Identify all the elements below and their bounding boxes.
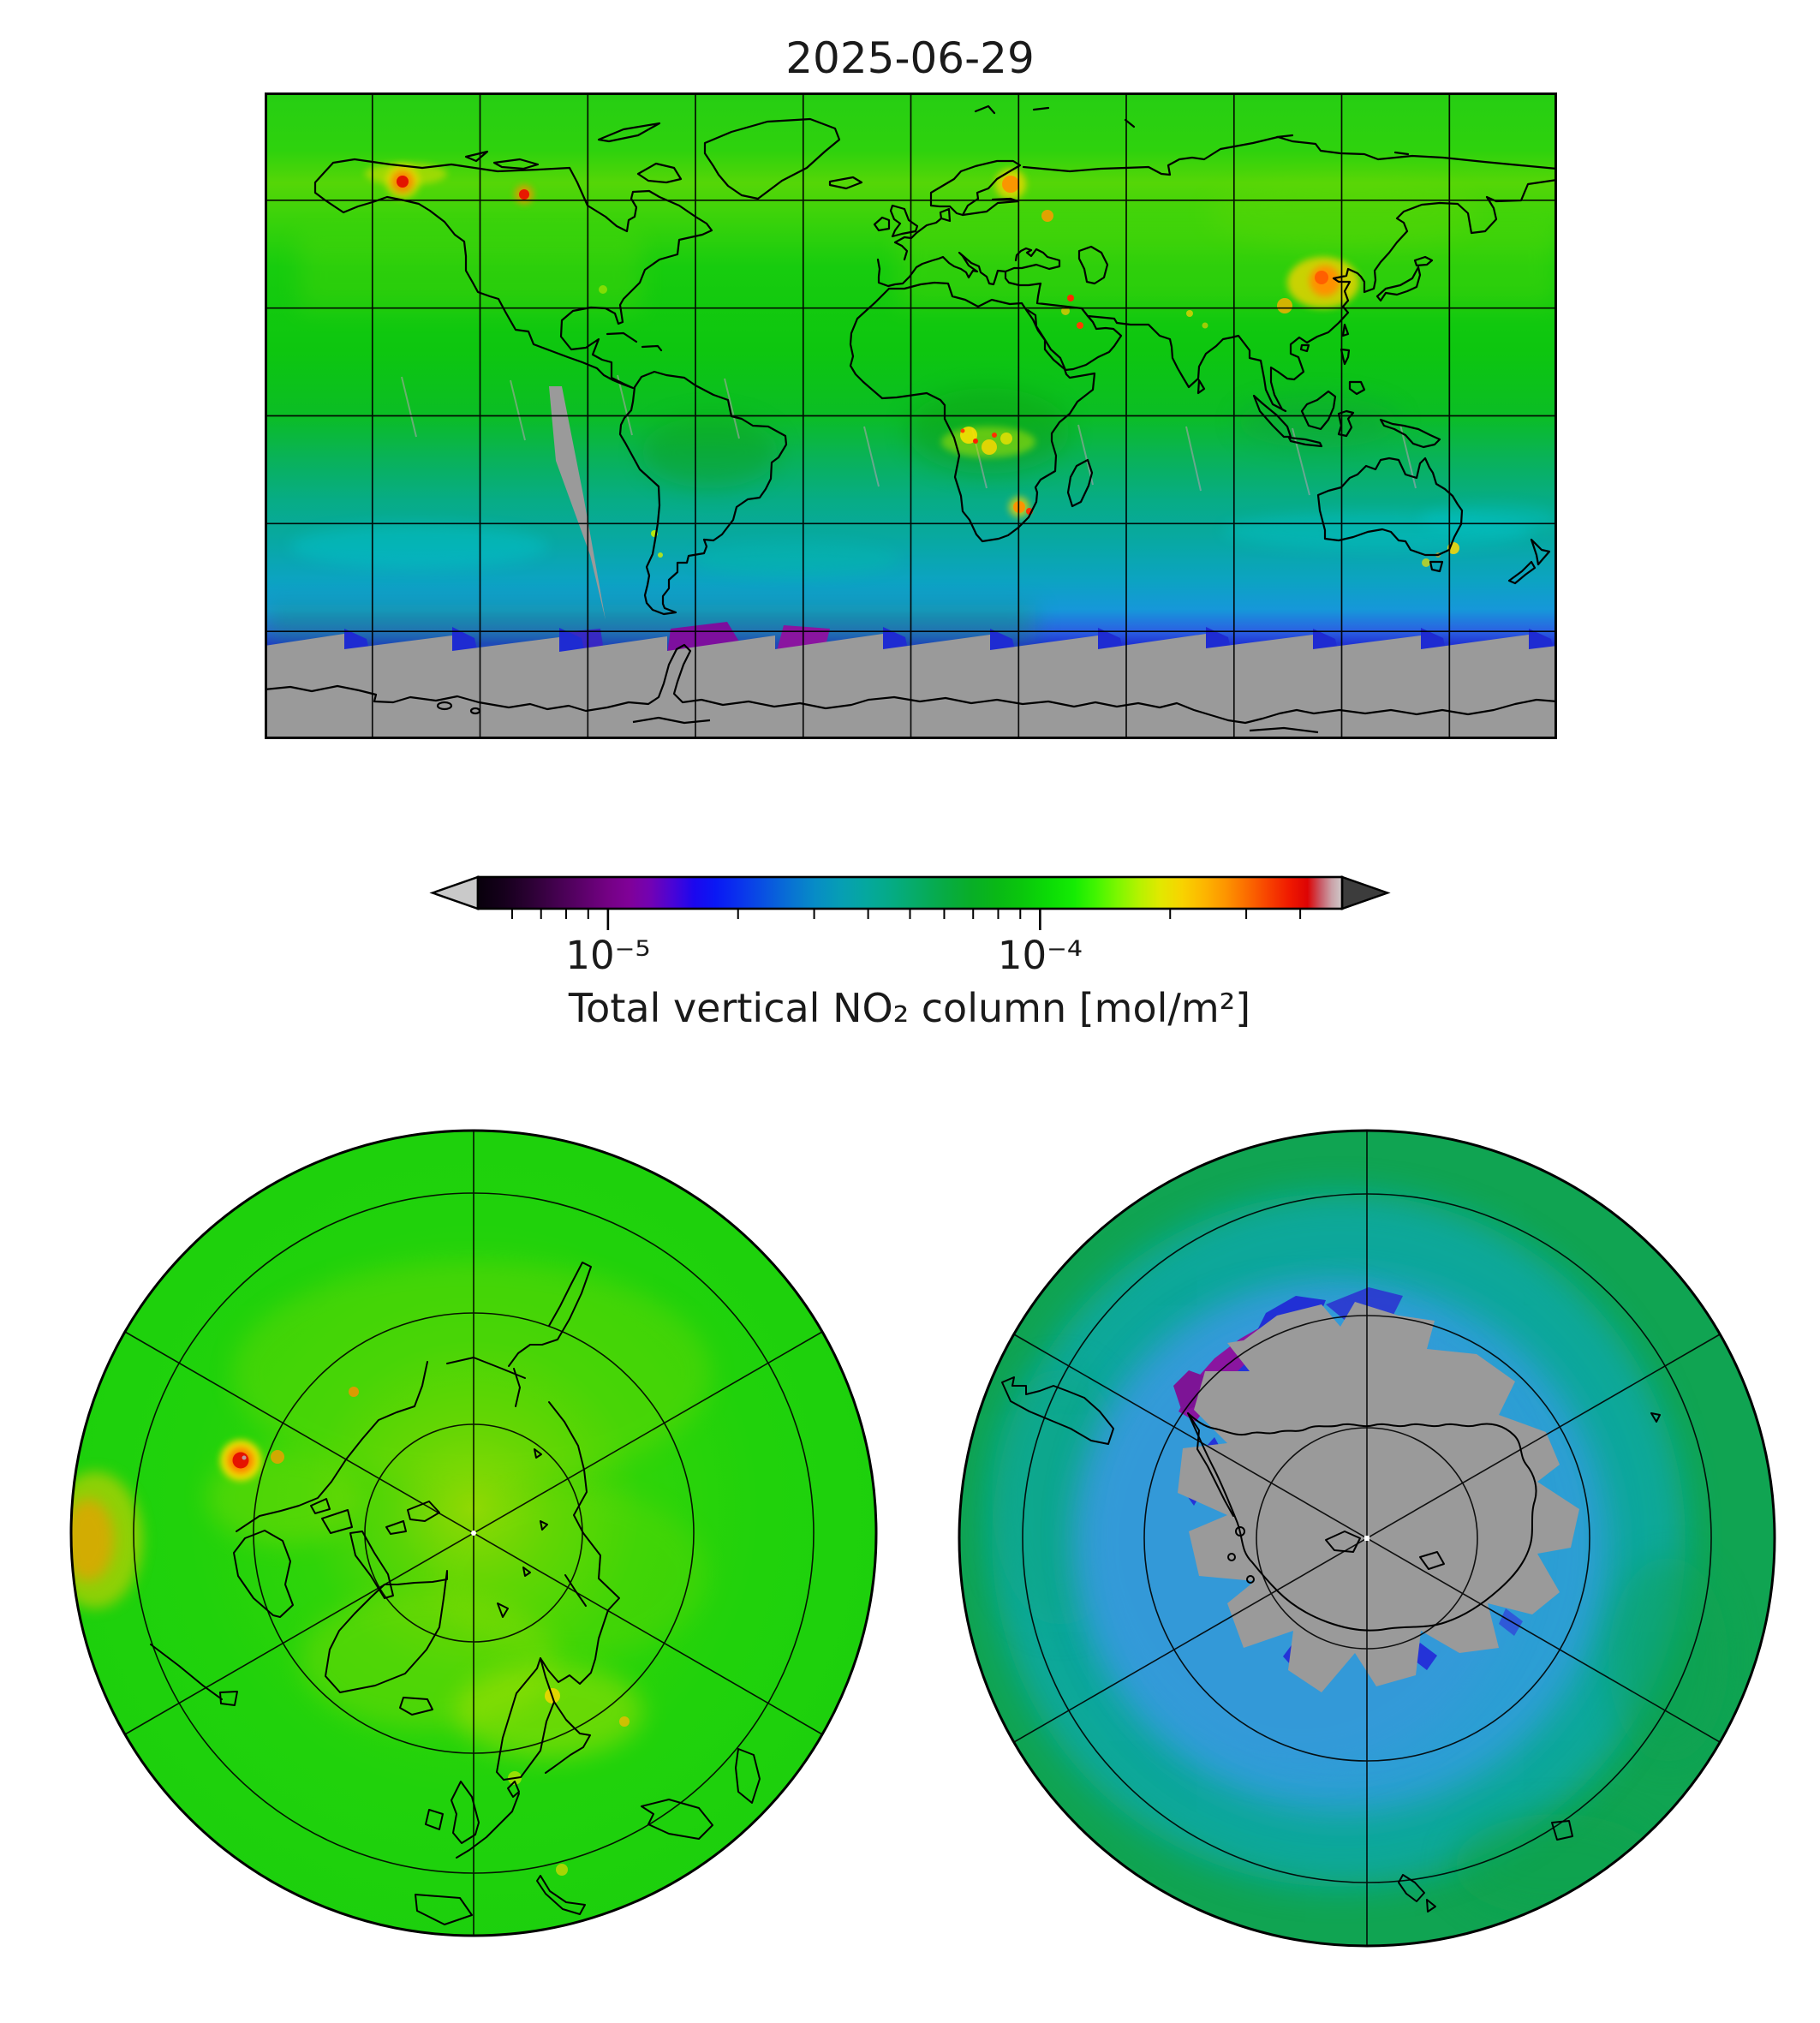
colorbar-axis-label: Total vertical NO₂ column [mol/m²] — [568, 985, 1251, 1031]
north-polar-map — [69, 1129, 878, 1937]
spolar-pole-dot — [1364, 1536, 1369, 1541]
colorbar-over-arrow — [1342, 877, 1387, 909]
figure-title: 2025-06-29 — [785, 33, 1035, 83]
global-map — [265, 92, 1557, 739]
colorbar-tick-label: 10⁻⁵ — [565, 933, 651, 978]
colorbar-bar — [478, 877, 1342, 909]
npolar-pole-dot — [471, 1531, 476, 1536]
south-polar-map — [958, 1129, 1776, 1948]
colorbar — [427, 874, 1395, 940]
colorbar-under-arrow — [433, 877, 478, 909]
colorbar-ticks — [512, 909, 1300, 930]
colorbar-tick-label: 10⁻⁴ — [997, 933, 1083, 978]
